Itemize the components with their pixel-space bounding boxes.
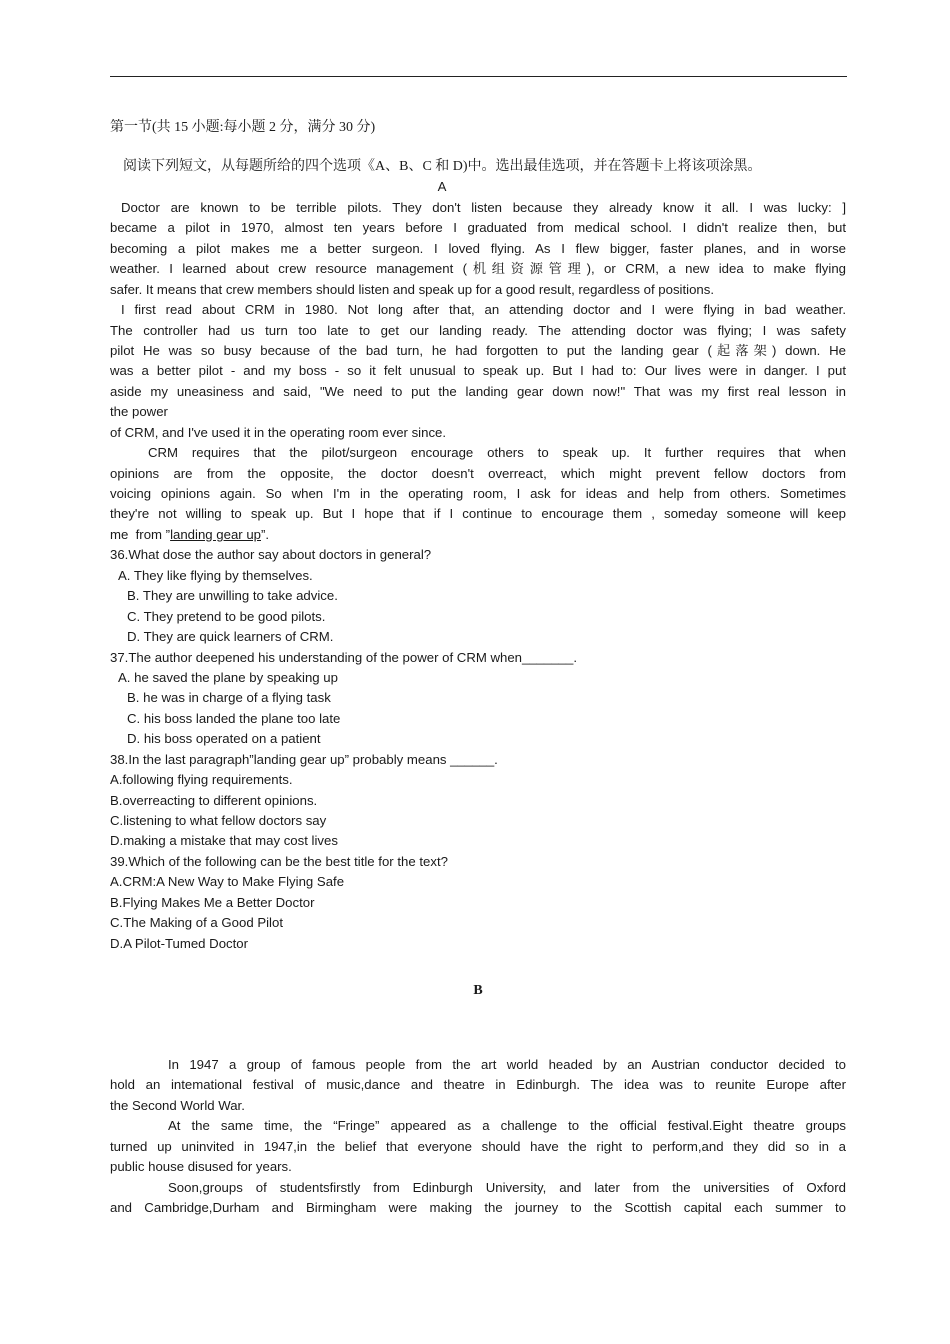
passage-a-section xyxy=(110,157,846,954)
last-line-suffix: ”. xyxy=(261,526,270,542)
question-36-stem: 36.What dose the author say about doctors in general? xyxy=(110,547,432,563)
question-37-option-c: C. his boss landed the plane too late xyxy=(127,710,341,726)
passage-line: becoming a pilot makes me a better surgeon. I loved flying. As I flew bigger, faster planes, and in worse xyxy=(110,240,846,256)
question-38-stem: 38.In the last paragraph”landing gear up” probably means ______. xyxy=(110,751,498,767)
passage-line: I first read about CRM in 1980. Not long after that, an attending doctor and I were flying in bad weather. xyxy=(121,302,846,318)
passage-line: Doctor are known to be terrible pilots. They don't listen because they already know it all. I was lucky: ] xyxy=(121,199,846,215)
passage-last-line xyxy=(110,525,846,545)
passage-b-section xyxy=(110,1055,846,1219)
question-39-option-a: A.CRM:A New Way to Make Flying Safe xyxy=(110,874,345,890)
question-37-option-d: D. his boss operated on a patient xyxy=(127,731,321,747)
passage-line: pilot He was so busy because of the bad turn, he had forgotten to put the landing gear (起落架) down. He xyxy=(110,342,846,358)
passage-line: was a better pilot - and my boss - so it felt unusual to speak up. But I had to: Our lives were in danger. I put xyxy=(110,363,846,379)
passage-line: opinions are from the opposite, the doctor doesn't overreact, which might prevent fellow doctors from xyxy=(110,465,846,481)
header-rule xyxy=(110,76,847,77)
passage-line: became a pilot in 1970, almost ten years before I graduated from medical school. I didn't realize then, but xyxy=(110,220,846,236)
question-39-option-d: D.A Pilot-Tumed Doctor xyxy=(110,935,249,951)
passage-line: In 1947 a group of famous people from the art world headed by an Austrian conductor decided to xyxy=(168,1057,846,1072)
passage-b-label: B xyxy=(473,983,483,998)
passage-line: hold an intemational festival of music,dance and theatre in Edinburgh. The idea was to reunite Europe after xyxy=(110,1077,846,1093)
passage-line: the Second World War. xyxy=(110,1097,245,1113)
passage-a-label: A xyxy=(437,179,447,195)
question-37-stem: 37.The author deepened his understanding of the power of CRM when_______. xyxy=(110,649,578,665)
underlined-phrase: landing gear up xyxy=(170,526,261,542)
question-36-option-c: C. They pretend to be good pilots. xyxy=(127,608,326,624)
instructions: 阅读下列短文，从每题所给的四个选项《A、B、C 和 D)中。选出最佳选项，并在答题卡上将该项涂黑。 xyxy=(123,159,762,174)
passage-line: they're not willing to speak up. But I hope that if I continue to encourage them , someday someone will keep xyxy=(110,506,846,522)
question-39-option-b: B.Flying Makes Me a Better Doctor xyxy=(110,894,315,910)
question-38-option-a: A.following flying requirements. xyxy=(110,772,293,788)
passage-line: weather. I learned about crew resource management (机组资源管理), or CRM, a new idea to make flying xyxy=(110,261,846,277)
passage-line: CRM requires that the pilot/surgeon encourage others to speak up. It further requires that when xyxy=(148,445,846,461)
question-36-option-d: D. They are quick learners of CRM. xyxy=(127,629,334,645)
passage-line: The controller had us turn too late to get our landing ready. The attending doctor was flying; I was safety xyxy=(110,322,846,338)
passage-line: public house disused for years. xyxy=(110,1159,292,1175)
passage-line: safer. It means that crew members should listen and speak up for a good result, regardless of positions. xyxy=(110,281,715,297)
question-39-stem: 39.Which of the following can be the best title for the text? xyxy=(110,853,448,869)
passage-line: Soon,groups of studentsfirstly from Edinburgh University, and later from the universities of Oxford xyxy=(168,1179,846,1195)
question-36-option-b: B. They are unwilling to take advice. xyxy=(127,588,338,604)
passage-line: aside my uneasiness and said, "We need to put the landing gear down now!" That was my first real lesson in xyxy=(110,383,846,399)
passage-line: and Cambridge,Durham and Birmingham were making the journey to the Scottish capital each summer to xyxy=(110,1200,846,1216)
section-title: 第一节(共 15 小题:每小题 2 分，满分 30 分) xyxy=(110,120,376,135)
passage-line: At the same time, the “Fringe” appeared as a challenge to the official festival.Eight theatre groups xyxy=(168,1118,846,1134)
question-37-option-a: A. he saved the plane by speaking up xyxy=(118,669,338,685)
question-38-option-b: B.overreacting to different opinions. xyxy=(110,792,318,808)
passage-line: the power xyxy=(110,404,168,420)
question-39-option-c: C.The Making of a Good Pilot xyxy=(110,915,283,931)
passage-line: voicing opinions again. So when I'm in the operating room, I ask for ideas and help from others. Sometimes xyxy=(110,486,846,501)
question-38-option-c: C.listening to what fellow doctors say xyxy=(110,813,327,828)
question-38-option-d: D.making a mistake that may cost lives xyxy=(110,833,338,849)
last-line-prefix: me from ” xyxy=(110,526,171,542)
question-36-option-a: A. They like flying by themselves. xyxy=(118,567,313,583)
question-37-option-b: B. he was in charge of a flying task xyxy=(127,690,331,706)
passage-line: turned up uninvited in 1947,in the belief that everyone should have the right to perform,and they did so in a xyxy=(110,1138,846,1154)
passage-line: of CRM, and I've used it in the operating room ever since. xyxy=(110,424,447,440)
